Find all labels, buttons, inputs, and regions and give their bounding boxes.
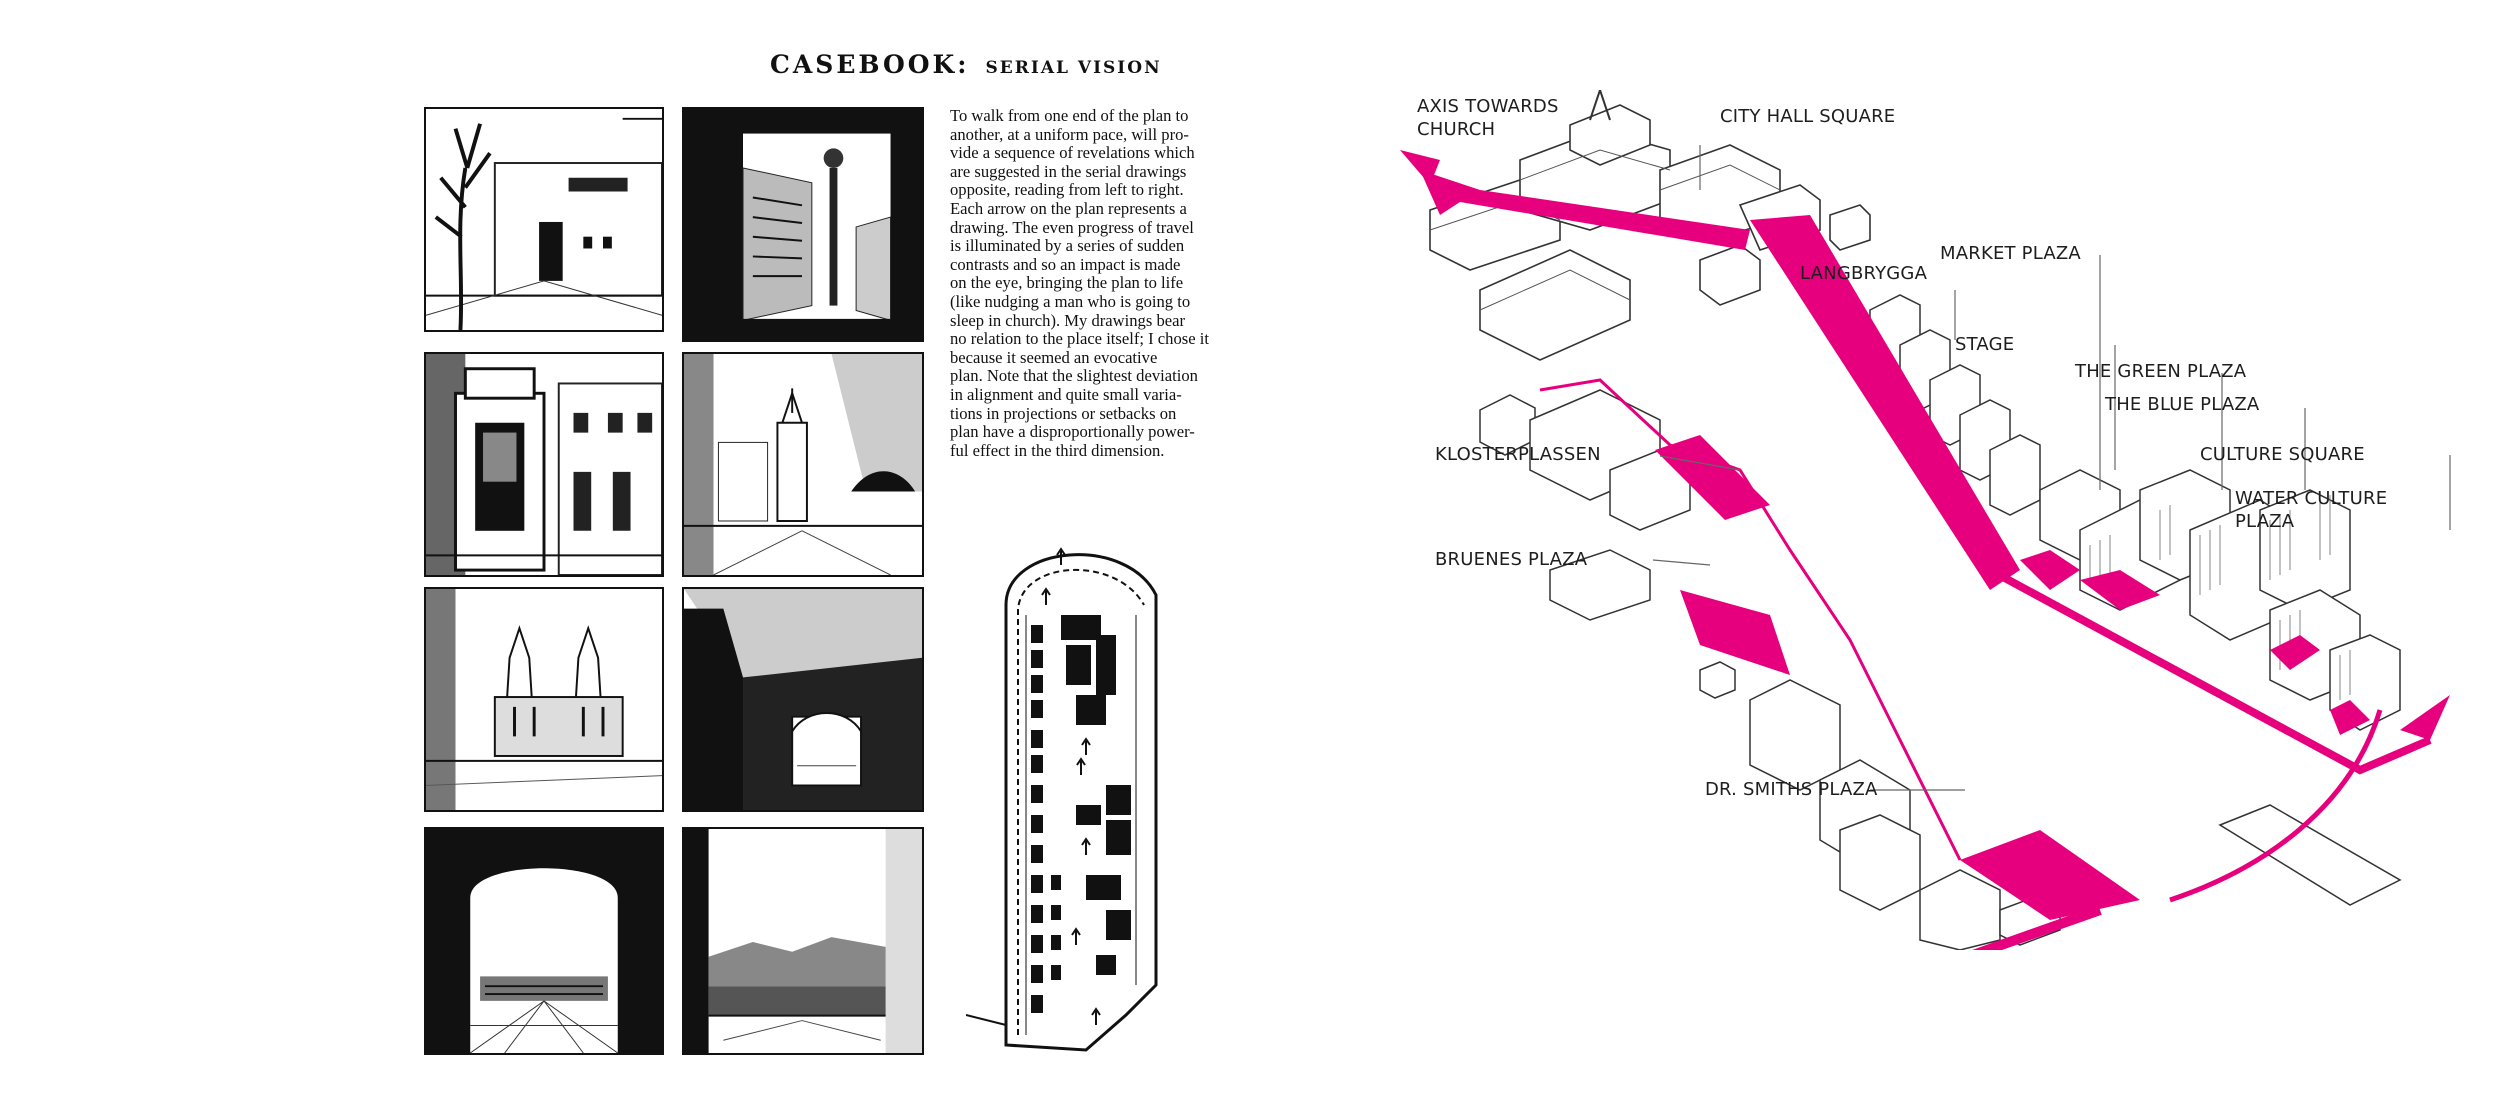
sketch-panel-5 — [424, 587, 664, 812]
label-stage: STAGE — [1955, 334, 2015, 355]
body-line: because it seemed an evocative — [950, 347, 1158, 367]
body-line: another, at a uniform pace, will pro- — [950, 124, 1189, 144]
label-market-plaza: MARKET PLAZA — [1940, 243, 2081, 264]
town-plan-map — [966, 515, 1166, 1055]
sketch-panel-1 — [424, 107, 664, 332]
label-city-hall-square: CITY HALL SQUARE — [1720, 106, 1896, 127]
label-axis-towards-church: AXIS TOWARDS CHURCH — [1417, 96, 1559, 140]
body-line: in alignment and quite small varia- — [950, 384, 1182, 404]
casebook-body-text — [950, 107, 1240, 460]
body-line: no relation to the place itself; I chose it — [950, 329, 1209, 349]
body-line: To walk from one end of the plan to — [950, 106, 1189, 125]
body-line: contrasts and so an impact is made — [950, 254, 1181, 274]
plaza-axonometric-diagram — [1400, 90, 2460, 950]
casebook-title — [770, 50, 1162, 79]
body-line: on the eye, bringing the plan to life — [950, 273, 1184, 293]
body-line: Each arrow on the plan represents a — [950, 198, 1187, 218]
casebook-subheading: SERIAL VISION — [985, 58, 1162, 78]
sketch-panel-7 — [424, 827, 664, 1055]
sketch-panel-2 — [682, 107, 924, 342]
body-line: plan. Note that the slightest deviation — [950, 366, 1198, 386]
body-line: vide a sequence of revelations which — [950, 143, 1195, 163]
sketch-panel-3 — [424, 352, 664, 577]
body-line: is illuminated by a series of sudden — [950, 236, 1185, 256]
label-blue-plaza: THE BLUE PLAZA — [2105, 394, 2260, 415]
casebook-heading: CASEBOOK: — [770, 50, 970, 79]
body-line: (like nudging a man who is going to — [950, 291, 1191, 311]
body-line: are suggested in the serial drawings — [950, 161, 1187, 181]
sketch-panel-6 — [682, 587, 924, 812]
label-green-plaza: THE GREEN PLAZA — [2075, 361, 2247, 382]
label-water-culture-plaza: WATER CULTURE PLAZA — [2235, 488, 2388, 532]
body-line: plan have a disproportionally power- — [950, 422, 1195, 442]
label-bruenes-plaza: BRUENES PLAZA — [1435, 549, 1588, 570]
sketch-panel-8 — [682, 827, 924, 1055]
label-culture-square: CULTURE SQUARE — [2200, 444, 2365, 465]
body-line: opposite, reading from left to right. — [950, 180, 1184, 200]
label-dr-smiths-plaza: DR. SMITHS PLAZA — [1705, 779, 1878, 800]
body-line: ful effect in the third dimension. — [950, 440, 1165, 460]
body-line: sleep in church). My drawings bear — [950, 310, 1186, 330]
body-line: drawing. The even progress of travel — [950, 217, 1194, 237]
label-klosterplassen: KLOSTERPLASSEN — [1435, 444, 1601, 465]
body-line: tions in projections or setbacks on — [950, 403, 1177, 423]
label-langbrygga: LANGBRYGGA — [1800, 263, 1928, 284]
serial-drawings-grid — [424, 107, 924, 1055]
sketch-panel-4 — [682, 352, 924, 577]
